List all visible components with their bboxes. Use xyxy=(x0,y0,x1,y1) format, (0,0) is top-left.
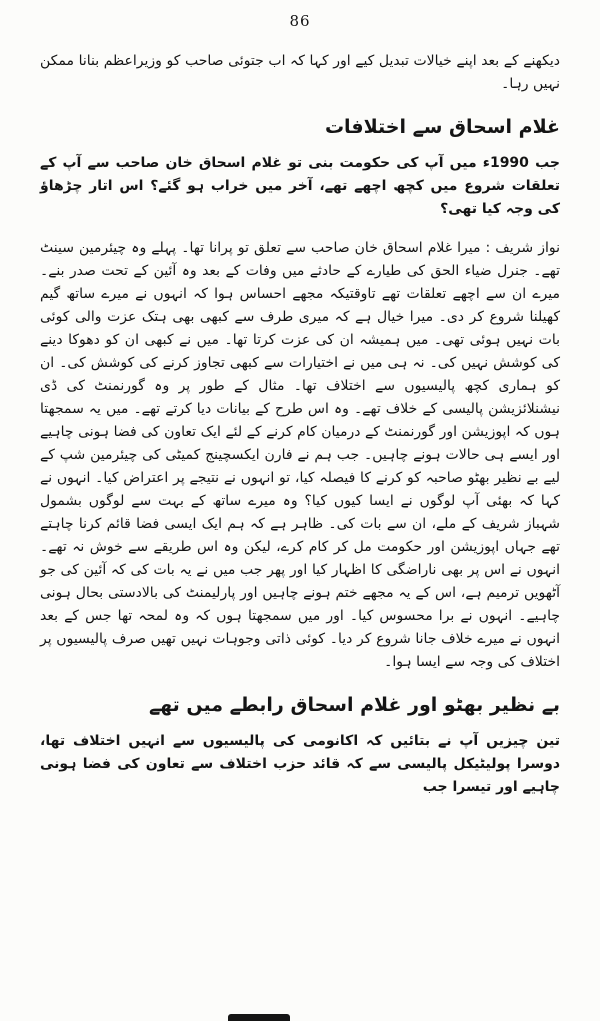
interviewer-question-paragraph: جب 1990ء میں آپ کی حکومت بنی تو غلام اسحاق خان صاحب سے آپ کے تعلقات شروع میں کچھ اچھے تھے، آخر میں خراب ہو گئے؟ اس اتار چڑھاؤ کی وجہ کیا تھی؟ xyxy=(40,155,560,217)
page-number: 86 xyxy=(289,12,311,30)
nawaz-sharif-answer-paragraph: نواز شریف : میرا غلام اسحاق خان صاحب سے تعلق تو پرانا تھا۔ پہلے وہ چیئرمین سینٹ تھے۔ جنرل ضیاء الحق کی طیارے کے حادثے میں وفات کے بعد وہ آئین کے تحت صدر بنے۔ میرے ان سے اچھے تعلقات تھے تاوقتیکہ مجھے احساس ہوا کہ انہوں نے میرے ساتھ گیم کھیلنا شروع کر دی۔ میرا خیال ہے کہ میری طرف سے کبھی بھی ہتک عزت والی کوئی بات نہیں ہوئی تھی۔ میں ہمیشہ ان کی عزت کرتا تھا۔ میں نے کبھی ان کو دھوکا دینے کی کوشش نہیں کی۔ نہ ہی میں نے اختیارات سے کبھی تجاوز کرنے کی کوشش کی۔ ان کو ہماری کچھ پالیسیوں سے اختلاف تھا۔ مثال کے طور پر وہ گورنمنٹ کی ڈی نیشنلائزیشن پالیسی کے خلاف تھے۔ وہ اس طرح کے بیانات دیا کرتے تھے۔ میں یہ سمجھتا ہوں کہ اپوزیشن اور گورنمنٹ کے درمیان کام کرنے کے لئے ایک تعاون کی فضا ہونی چاہیے اور ایسے ہی حالات ہونے چاہیں۔ جب ہم نے فارن ایکسچینج کمیٹی کی چیئرمین شپ کے لیے بے نظیر بھٹو صاحبہ کو کرنے کا فیصلہ کیا، تو انہوں نے نتیجے پر اعتراض کیا۔ انہوں نے کہا کہ بھئی آپ لوگوں نے ایسا کیوں کیا؟ وہ میرے ساتھ کے بہت سے لوگوں بشمول شہباز شریف کے ملے، ان سے بات کی۔ ظاہر ہے کہ ہم ایک ایسی فضا قائم کرنا چاہتے تھے جہاں اپوزیشن اور حکومت مل کر کام کرے، لیکن وہ اس طریقے سے خوش نہ تھے۔ انہوں نے اس پر بھی ناراضگی کا اظہار کیا اور پھر جب میں نے یہ بات کی کہ آئین کی جو آٹھویں ترمیم ہے، اس کے یہ مجھے ختم ہونے چاہیں اور پارلیمنٹ کی بالادستی بحال ہونی چاہیے۔ انہوں نے برا محسوس کیا۔ اور میں سمجھتا ہوں کہ وہ لمحہ تھا جس کے بعد انہوں نے میرے خلاف جانا شروع کر دیا۔ کوئی ذاتی وجوہات نہیں تھیں صرف پالیسیوں پر اختلاف کی وجہ سے ایسا ہوا۔ xyxy=(40,240,560,670)
section-heading-benazir-ghulam-ishaq-contact: بے نظیر بھٹو اور غلام اسحاق رابطے میں تھے xyxy=(148,694,560,716)
scan-artifact-mark xyxy=(228,1014,290,1021)
interviewer-question-paragraph-2: تین چیزیں آپ نے بتائیں کہ اکانومی کی پالیسیوں سے انہیں اختلاف تھا، دوسرا پولیٹیکل پالیسی سے کہ قائد حزب اختلاف سے تعاون کی فضا ہونی چاہیے اور تیسرا جب xyxy=(40,733,560,795)
intro-paragraph: دیکھنے کے بعد اپنے خیالات تبدیل کیے اور کہا کہ اب جتوئی صاحب کو وزیراعظم بنانا ممکن نہیں رہا۔ xyxy=(40,53,560,92)
section-heading-ghulam-ishaq-differences: غلام اسحاق سے اختلافات xyxy=(324,116,560,138)
